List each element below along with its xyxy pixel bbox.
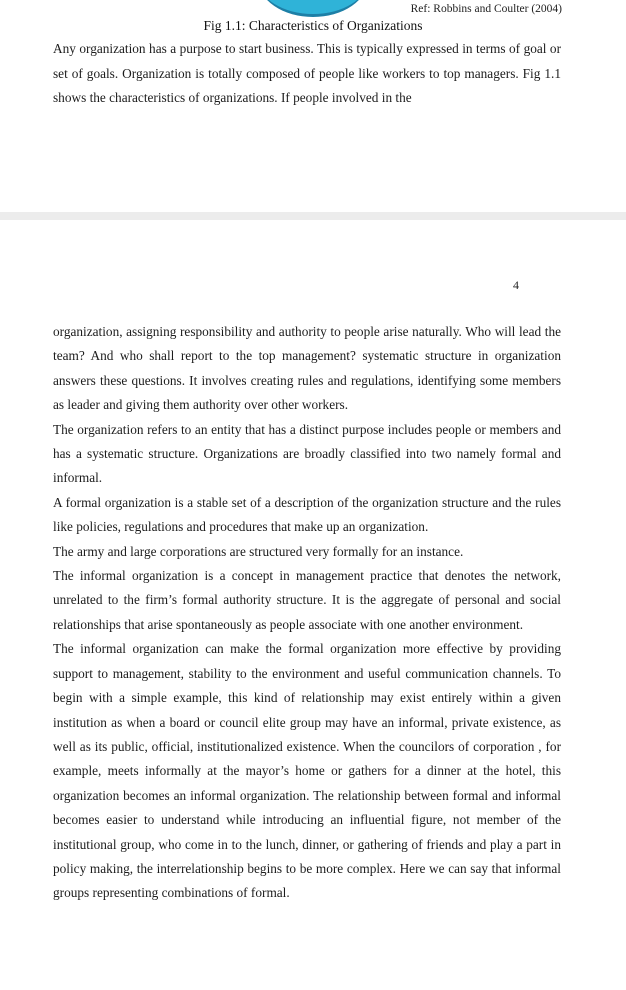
paragraph-army-example: The army and large corporations are structured very formally for an instance. bbox=[53, 543, 464, 559]
figure-reference: Ref: Robbins and Coulter (2004) bbox=[410, 3, 562, 15]
page-number: 4 bbox=[513, 278, 519, 292]
paragraph-definition: The organization refers to an entity that has a distinct purpose includes people or members and has a systematic structure. Organizations are broadly classified into two namely formal and informal. bbox=[53, 421, 561, 486]
page-body bbox=[53, 320, 561, 906]
paragraph-informal: The informal organization is a concept in management practice that denotes the network, unrelated to the firm’s formal authority structure. It is the aggregate of personal and social relationships that arise spontaneously as people associate with one another environment. bbox=[53, 568, 561, 632]
intro-paragraph: Any organization has a purpose to start business. This is typically expressed in terms of goal or set of goals. Organization is totally composed of people like workers to top managers. Fig 1.1 shows the characteristics of organizations. If people involved in the bbox=[53, 41, 561, 105]
page-separator bbox=[0, 212, 626, 220]
figure-caption: Fig 1.1: Characteristics of Organizations bbox=[203, 18, 423, 33]
paragraph-informal-effect: The informal organization can make the formal organization more effective by providing support to management, stability to the environment and useful communication channels. To begin with a simple example, this kind of relationship may exist entirely within a given institution as when a board or council elite group may have an informal, private existence, as well as its public, official, institutionalized existence. When the councilors of corporation , for example, meets informally at the mayor’s home or gathers for a dinner at the hotel, this organization becomes an informal organization. The relationship between formal and informal becomes easier to understand while introducing an influential figure, not member of the institutional group, who come in to the lunch, dinner, or gathering of friends and play a part in policy making, the interrelationship begins to be more complex. Here we can say that informal groups representing combinations of formal. bbox=[53, 641, 561, 901]
paragraph-continuation: organization, assigning responsibility and authority to people arise naturally. Who will lead the team? And who shall report to the top management? systematic structure in organization answers these questions. It involves creating rules and regulations, identifying some members as leader and giving them authority over other workers. bbox=[53, 324, 561, 413]
paragraph-formal: A formal organization is a stable set of a description of the organization structure and the rules like policies, regulations and procedures that make up an organization. bbox=[53, 494, 561, 535]
figure-graphic-edge bbox=[258, 0, 368, 17]
